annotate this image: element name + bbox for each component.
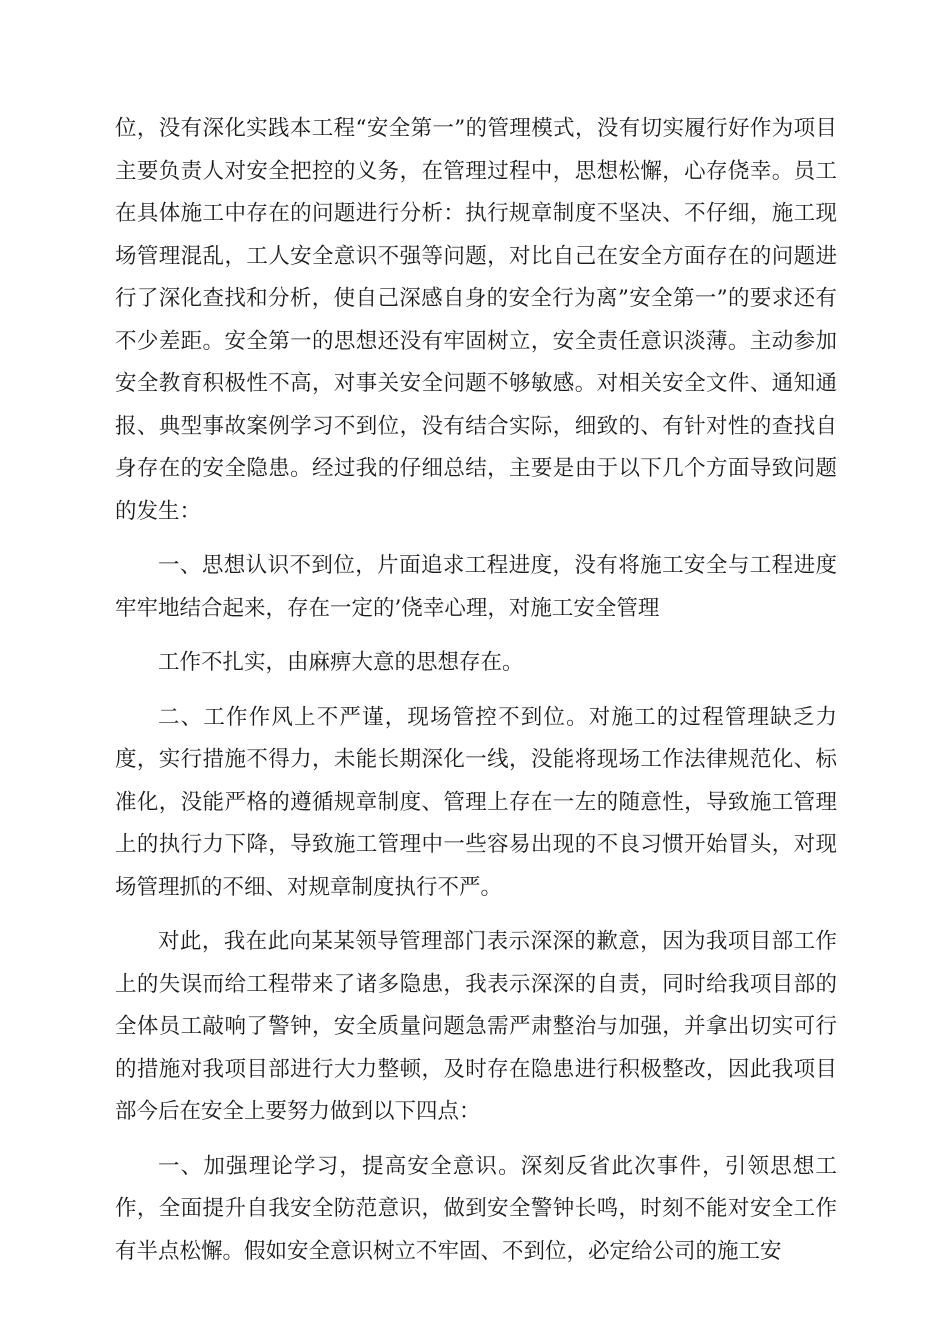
paragraph-6: 一、加强理论学习，提高安全意识。深刻反省此次事件，引领思想工作，全面提升自我安全防范意识，做到安全警钟长鸣，时刻不能对安全工作有半点松懈。假如安全意识树立不牢固、不到位，必定给公司的施工安 [115, 1153, 837, 1264]
paragraph-2: 一、思想认识不到位，片面追求工程进度，没有将施工安全与工程进度牢牢地结合起来，存在一定的’侥幸心理，对施工安全管理 [115, 553, 837, 621]
paragraph-4: 二、工作作风上不严谨，现场管控不到位。对施工的过程管理缺乏力度，实行措施不得力，未能长期深化一线，没能将现场工作法律规范化、标准化，没能严格的遵循规章制度、管理上存在一左的随意性，导致施工管理上的执行力下降，导致施工管理中一些容易出现的不良习惯开始冒头，对现场管理抓的不细、对规章制度执行不严。 [115, 704, 837, 900]
paragraph-3: 工作不扎实，由麻痹大意的思想存在。 [158, 650, 524, 675]
paragraph-5: 对此，我在此向某某领导管理部门表示深深的歉意，因为我项目部工作上的失误而给工程带来了诸多隐患，我表示深深的自责，同时给我项目部的全体员工敲响了警钟，安全质量问题急需严肃整治与加强，并拿出切实可行的措施对我项目部进行大力整顿，及时存在隐患进行积极整改，因此我项目部今后在安全上要努力做到以下四点： [115, 929, 837, 1124]
paragraph-1: 位，没有深化实践本工程“安全第一”的管理模式，没有切实履行好作为项目主要负责人对安全把控的义务，在管理过程中，思想松懈，心存侥幸。员工在具体施工中存在的问题进行分析：执行规章制度不坚决、不仔细，施工现场管理混乱，工人安全意识不强等问题，对比自己在安全方面存在的问题进行了深化查找和分析，使自己深感自身的安全行为离”安全第一”的要求还有不少差距。安全第一的思想还没有牢固树立，安全责任意识淡薄。主动参加安全教育积极性不高，对事关安全问题不够敏感。对相关安全文件、通知通报、典型事故案例学习不到位，没有结合实际，细致的、有针对性的查找自身存在的安全隐患。经过我的仔细总结，主要是由于以下几个方面导致问题的发生： [115, 116, 837, 524]
document-page [115, 108, 837, 1273]
